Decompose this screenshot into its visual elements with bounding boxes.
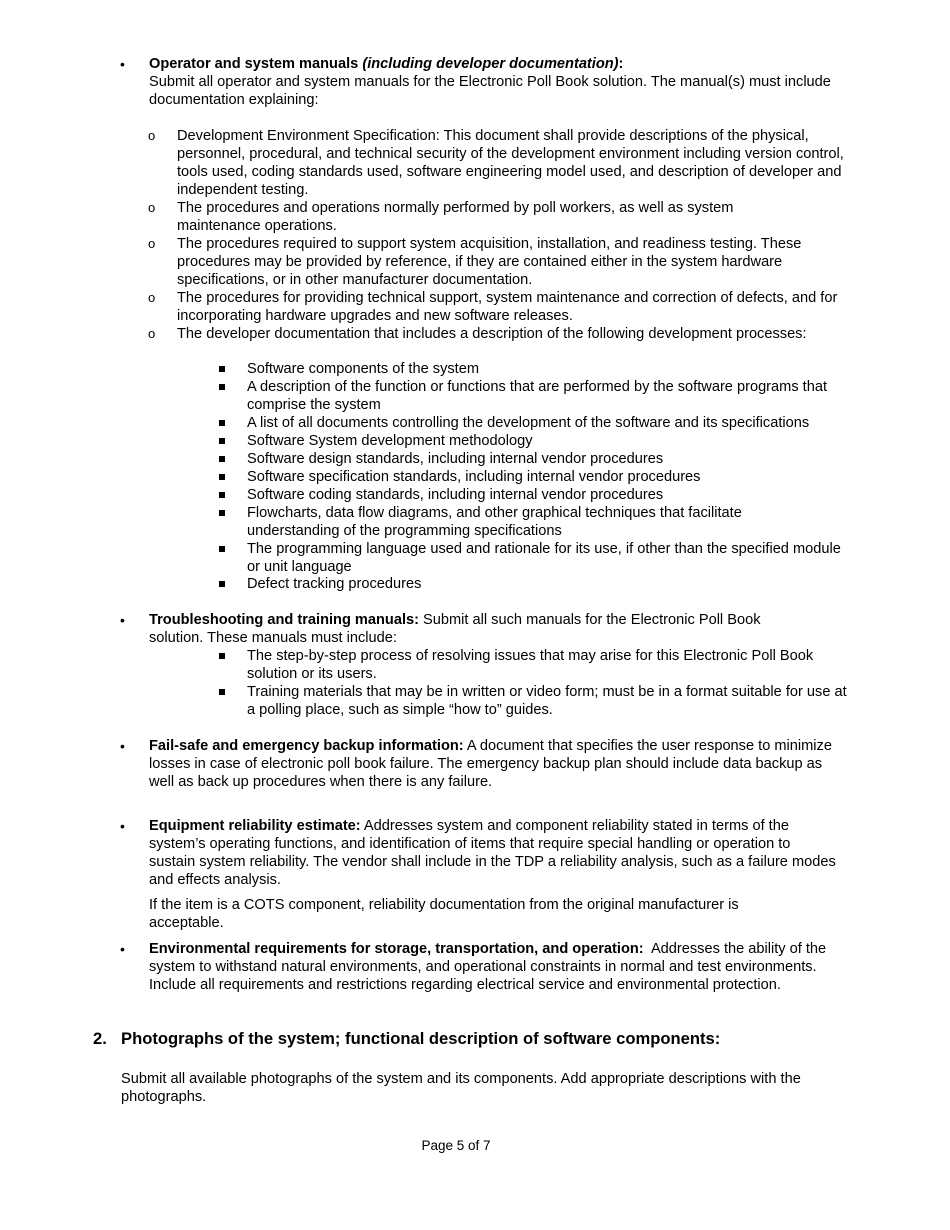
section-2-heading: Photographs of the system; functional description of software components: xyxy=(121,1029,721,1048)
reliability-cots-note: If the item is a COTS component, reliability documentation from the original manufacturer is acceptable. xyxy=(149,897,739,931)
section-2-number: 2. xyxy=(93,1029,107,1048)
dev-process-item: The programming language used and rationale for its use, if other than the specified module or unit language xyxy=(247,541,841,575)
reliability-title: Equipment reliability estimate: xyxy=(149,818,361,834)
operator-manuals-colon: : xyxy=(618,56,624,72)
operator-manuals-title: Operator and system manuals xyxy=(149,56,359,72)
failsafe-item xyxy=(149,737,839,791)
circle-marker: o xyxy=(148,200,156,215)
subitem-acquisition-procedures: The procedures required to support system acquisition, installation, and readiness testing. These procedures may be provided by reference, if they are contained either in the system hardware specifications, or in other manufacturer documentation. xyxy=(177,236,802,288)
square-bullet xyxy=(219,492,225,498)
operator-manuals-intro: Submit all operator and system manuals for the Electronic Poll Book solution. The manual(s) must include documentation explaining: xyxy=(149,74,831,108)
bullet-marker: • xyxy=(120,738,125,754)
circle-marker: o xyxy=(148,236,156,251)
environmental-title: Environmental requirements for storage, transportation, and operation: xyxy=(149,941,644,957)
troubleshooting-subitem: Training materials that may be in written or video form; must be in a format suitable for use at a polling place, such as simple “how to” guides. xyxy=(247,684,847,718)
circle-marker: o xyxy=(148,128,156,143)
section-2-text: Submit all available photographs of the system and its components. Add appropriate descriptions with the photographs. xyxy=(121,1071,801,1105)
reliability-text: Addresses system and component reliability stated in terms of the system’s operating functions, and identification of items that require special handling or operation to sustain system reliability. The vendor shall include in the TDP a reliability analysis, such as a failure modes and effects analysis. xyxy=(149,818,836,888)
troubleshooting-subitem: The step-by-step process of resolving issues that may arise for this Electronic Poll Book solution or its users. xyxy=(247,648,814,682)
square-bullet xyxy=(219,438,225,444)
dev-process-item: Software components of the system xyxy=(247,361,479,377)
operator-manuals-item xyxy=(149,55,849,109)
dev-process-item: Software specification standards, including internal vendor procedures xyxy=(247,469,701,485)
troubleshooting-title: Troubleshooting and training manuals: xyxy=(149,612,419,628)
square-bullet xyxy=(219,474,225,480)
dev-process-item: A list of all documents controlling the development of the software and its specifications xyxy=(247,415,810,431)
square-bullet xyxy=(219,456,225,462)
square-bullet xyxy=(219,366,225,372)
dev-process-item: A description of the function or functions that are performed by the software programs that comprise the system xyxy=(247,379,828,413)
subitem-technical-support: The procedures for providing technical support, system maintenance and correction of defects, and for incorporating hardware upgrades and new software releases. xyxy=(177,290,838,324)
failsafe-title: Fail-safe and emergency backup information: xyxy=(149,738,464,754)
circle-marker: o xyxy=(148,290,156,305)
subitem-poll-worker-procedures: The procedures and operations normally performed by poll workers, as well as system maintenance operations. xyxy=(177,200,734,234)
bullet-marker: • xyxy=(120,941,125,957)
troubleshooting-item xyxy=(149,611,809,647)
circle-marker: o xyxy=(148,326,156,341)
square-bullet xyxy=(219,420,225,426)
dev-process-item: Defect tracking procedures xyxy=(247,576,422,592)
subitem-developer-documentation: The developer documentation that includes a description of the following development processes: xyxy=(177,326,807,342)
square-bullet xyxy=(219,653,225,659)
bullet-marker: • xyxy=(120,818,125,834)
environmental-text: Addresses the ability of the system to withstand natural environments, and operational constraints in normal and test environments. Include all requirements and restrictions regarding electrical service and environmental protection. xyxy=(149,941,831,993)
troubleshooting-text: Submit all such manuals for the Electronic Poll Book solution. These manuals must include: xyxy=(149,612,761,646)
failsafe-text: A document that specifies the user response to minimize losses in case of electronic poll book failure. The emergency backup plan should include data backup as well as back up procedures when there is any failure. xyxy=(149,738,832,790)
page-number: Page 5 of 7 xyxy=(421,1138,491,1153)
square-bullet xyxy=(219,581,225,587)
bullet-marker: • xyxy=(120,56,125,72)
dev-process-item: Software coding standards, including internal vendor procedures xyxy=(247,487,664,503)
dev-process-item: Flowcharts, data flow diagrams, and other graphical techniques that facilitate understanding of the programming specifications xyxy=(247,505,742,539)
square-bullet xyxy=(219,510,225,516)
dev-process-item: Software System development methodology xyxy=(247,433,533,449)
square-bullet xyxy=(219,689,225,695)
environmental-item xyxy=(149,940,851,994)
square-bullet xyxy=(219,384,225,390)
bullet-marker: • xyxy=(120,612,125,628)
reliability-item xyxy=(149,817,839,889)
operator-manuals-title-note: (including developer documentation) xyxy=(362,56,619,72)
square-bullet xyxy=(219,546,225,552)
subitem-dev-env-spec: Development Environment Specification: This document shall provide descriptions of the physical, personnel, procedural, and technical security of the development environment including version control, tools used, coding standards used, software engineering model used, and description of developer and independent testing. xyxy=(177,128,844,198)
dev-process-item: Software design standards, including internal vendor procedures xyxy=(247,451,664,467)
